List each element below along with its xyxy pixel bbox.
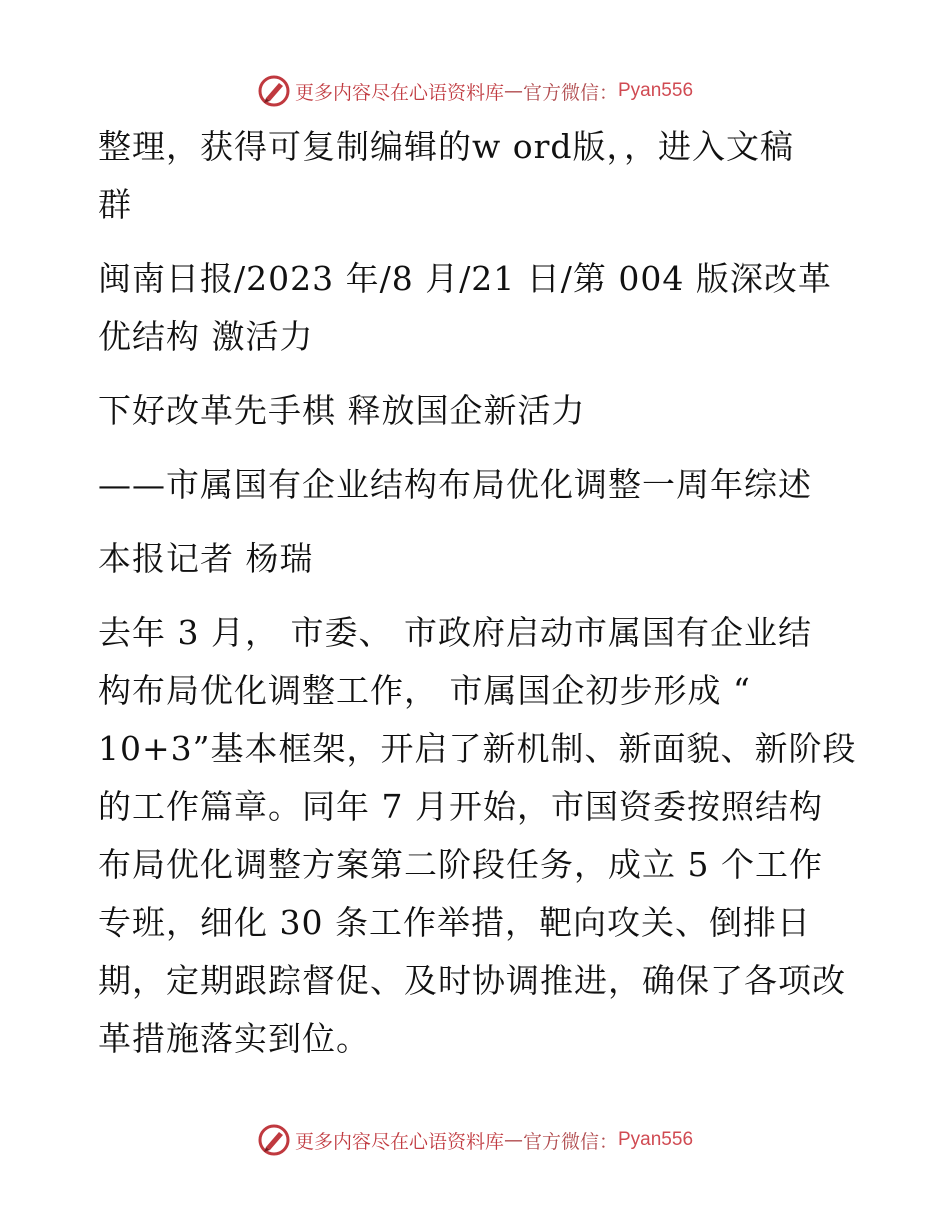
pen-logo-icon [257, 1123, 291, 1157]
text-line: 优结构 激活力 [98, 317, 314, 356]
header-watermark [0, 71, 950, 111]
article-subheadline [98, 456, 858, 514]
text-line: 期，定期跟踪督促、及时协调推进，确保了各项改 [98, 961, 846, 1000]
banner-main-text: 更多内容尽在心语资料库 [294, 81, 504, 104]
paragraph-source [98, 250, 858, 366]
banner-dash: — [503, 80, 523, 102]
banner-wechat-label: 官方微信： [522, 1130, 618, 1153]
text-line: 的工作篇章。同年 7 月开始，市国资委按照结构 [98, 787, 823, 826]
article-byline [98, 530, 858, 588]
text-line: 闽南日报/2023 年/8 月/21 日/第 004 版深改革 [98, 259, 832, 298]
pen-logo-icon [257, 74, 291, 108]
banner-main-text: 更多内容尽在心语资料库 [294, 1130, 504, 1153]
footer-watermark [0, 1120, 950, 1160]
text-line: 专班，细化 30 条工作举措，靶向攻关、倒排日 [98, 903, 811, 942]
text-line: 整理，获得可复制编辑的w ord版，，进入文稿 [98, 127, 795, 166]
text-line: 革措施落实到位。 [98, 1019, 370, 1058]
article-headline [98, 382, 858, 440]
banner-wechat-id: Pyan556 [618, 80, 694, 101]
text-line: 10+3”基本框架，开启了新机制、新面貌、新阶段 [98, 729, 857, 768]
banner-dash: — [503, 1129, 523, 1151]
text-line: 去年 3 月， 市委、 市政府启动市属国有企业结 [98, 613, 812, 652]
text-line: 下好改革先手棋 释放国企新活力 [98, 391, 586, 430]
text-line: 本报记者 杨瑞 [98, 539, 314, 578]
paragraph-body [98, 604, 858, 1068]
text-line: ——市属国有企业结构布局优化调整一周年综述 [98, 465, 812, 504]
banner-wechat-label: 官方微信： [522, 81, 618, 104]
document-body [98, 118, 858, 1068]
text-line: 构布局优化调整工作， 市属国企初步形成 “ [98, 671, 751, 710]
banner-wechat-id: Pyan556 [618, 1129, 694, 1150]
text-line: 布局优化调整方案第二阶段任务，成立 5 个工作 [98, 845, 823, 884]
text-line: 群 [98, 185, 132, 224]
paragraph-intro [98, 118, 858, 234]
